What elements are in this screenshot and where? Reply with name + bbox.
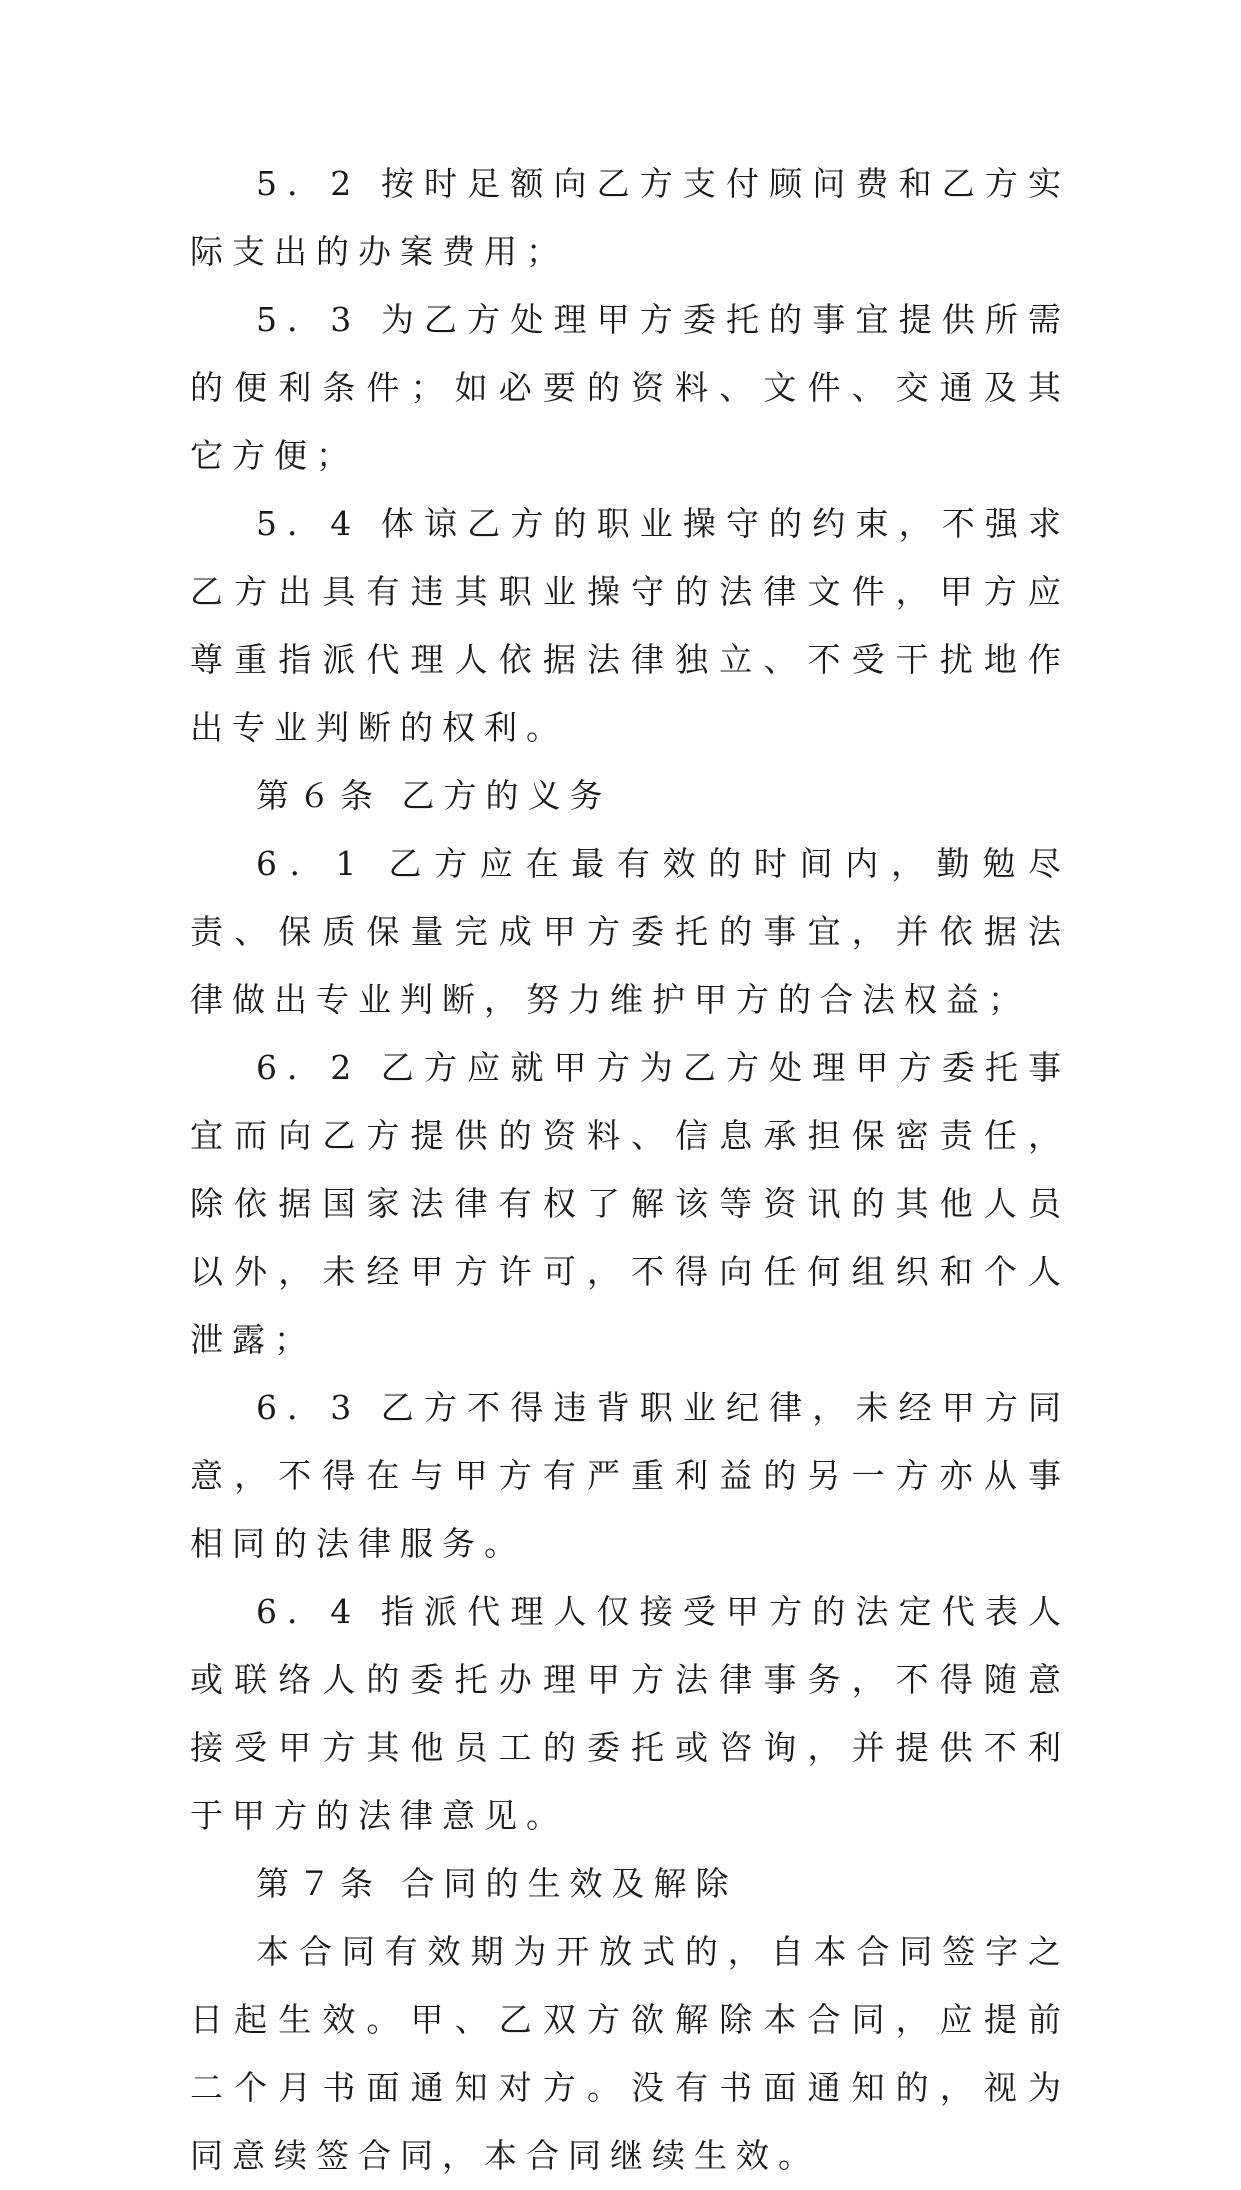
clause-5-2: 5．2 按时足额向乙方支付顾问费和乙方实际支出的办案费用； <box>190 164 1070 271</box>
clause-7-body: 本合同有效期为开放式的，自本合同签字之日起生效。甲、乙双方欲解除本合同，应提前二个月书面通知对方。没有书面通知的，视为同意续签合同，本合同继续生效。 <box>190 1932 1070 2175</box>
clause-6-2: 6．2 乙方应就甲方为乙方处理甲方委托事宜而向乙方提供的资料、信息承担保密责任，除依据国家法律有权了解该等资讯的其他人员以外，未经甲方许可，不得向任何组织和个人泄露； <box>190 1048 1070 1359</box>
clause-5-3: 5．3 为乙方处理甲方委托的事宜提供所需的便利条件；如必要的资料、文件、交通及其它方便； <box>190 300 1070 475</box>
clause-6-1: 6．1 乙方应在最有效的时间内，勤勉尽责、保质保量完成甲方委托的事宜，并依据法律做出专业判断，努力维护甲方的合法权益； <box>190 844 1070 1019</box>
clause-6-3: 6．3 乙方不得违背职业纪律，未经甲方同意，不得在与甲方有严重利益的另一方亦从事相同的法律服务。 <box>190 1388 1070 1563</box>
article-7-heading: 第７条 合同的生效及解除 <box>256 1864 738 1903</box>
document-body <box>190 150 1070 2190</box>
clause-5-4: 5．4 体谅乙方的职业操守的约束，不强求乙方出具有违其职业操守的法律文件，甲方应尊重指派代理人依据法律独立、不受干扰地作出专业判断的权利。 <box>190 504 1070 747</box>
article-6-heading: 第６条 乙方的义务 <box>256 776 612 815</box>
clause-6-4: 6．4 指派代理人仅接受甲方的法定代表人或联络人的委托办理甲方法律事务，不得随意接受甲方其他员工的委托或咨询，并提供不利于甲方的法律意见。 <box>190 1592 1070 1835</box>
